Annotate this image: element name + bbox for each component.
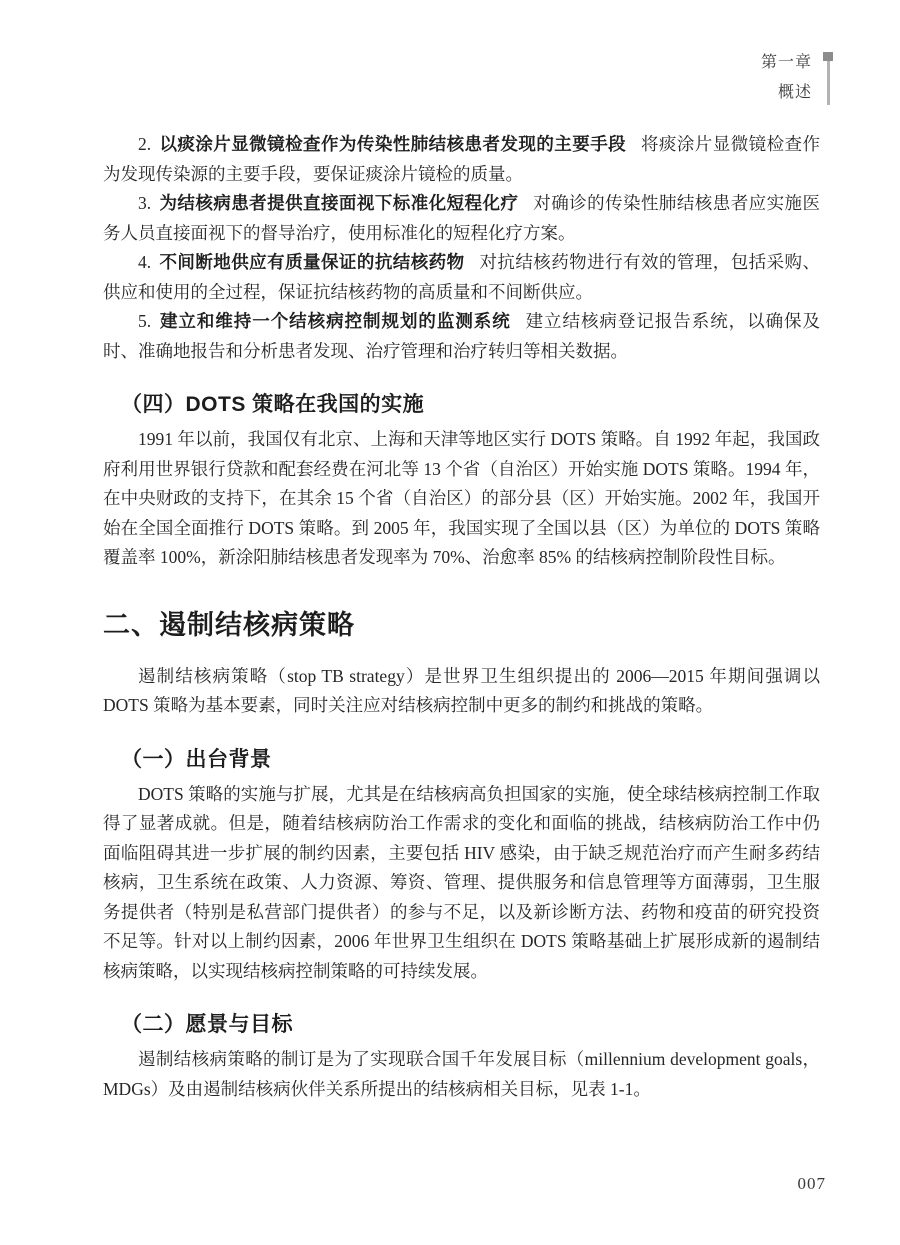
section-four-paragraph: 1991 年以前，我国仅有北京、上海和天津等地区实行 DOTS 策略。自 1992 年起，我国政府利用世界银行贷款和配套经费在河北等 13 个省（自治区）开始实施 DOTS 策略。1994 年，在中央财政的支持下，在其余 15 个省（自治区）的部分县（区）开始实施。2002 年，我国开始在全国全面推行 DOTS 策略。到 2005 年，我国实现了全国以县（区）为单位的 DOTS 策略覆盖率 100%，新涂阳肺结核患者发现率为 70%、治愈率 85% 的结核病控制阶段性目标。: [103, 429, 820, 567]
marker-line: [827, 61, 830, 105]
page-content: [103, 130, 820, 1104]
item-lead: 为结核病患者提供直接面视下标准化短程化疗: [159, 193, 519, 213]
heading-chapter-two: 二、遏制结核病策略: [103, 609, 355, 640]
item-number: 3.: [138, 193, 152, 213]
marker-square-icon: [823, 52, 833, 61]
running-header: [761, 48, 834, 108]
item-lead: 以痰涂片显微镜检查作为传染性肺结核患者发现的主要手段: [159, 134, 627, 154]
heading-section-four: （四）DOTS 策略在我国的实施: [121, 393, 425, 416]
heading-sub-one: （一）出台背景: [121, 747, 272, 771]
sub-two-paragraph: 遏制结核病策略的制订是为了实现联合国千年发展目标（millennium development goals，MDGs）及由遏制结核病伙伴关系所提出的结核病相关目标，见表 1-1。: [103, 1049, 820, 1099]
item-lead: 建立和维持一个结核病控制规划的监测系统: [159, 311, 511, 331]
chapter-label: 第一章: [760, 54, 812, 71]
chapter-two-intro: 遏制结核病策略（stop TB strategy）是世界卫生组织提出的 2006—2015 年期间强调以 DOTS 策略为基本要素，同时关注应对结核病控制中更多的制约和挑战的策略。: [103, 665, 820, 715]
item-body: 对抗结核药物进行有效的管理，包括采购、供应和使用的全过程，保证抗结核药物的高质量和不间断供应。: [103, 252, 820, 302]
running-header-text: [761, 48, 812, 108]
sub-one-paragraph: DOTS 策略的实施与扩展，尤其是在结核病高负担国家的实施，使全球结核病控制工作取得了显著成就。但是，随着结核病防治工作需求的变化和面临的挑战，结核病防治工作中仍面临阻碍其进一步扩展的制约因素，主要包括 HIV 感染，由于缺乏规范治疗而产生耐多药结核病，卫生系统在政策、人力资源、筹资、管理、提供服务和信息管理等方面薄弱，卫生服务提供者（特别是私营部门提供者）的参与不足，以及新诊断方法、药物和疫苗的研究投资不足等。针对以上制约因素，2006 年世界卫生组织在 DOTS 策略基础上扩展形成新的遏制结核病策略，以实现结核病控制策略的可持续发展。: [103, 783, 820, 981]
numbered-item-4: [103, 248, 820, 307]
numbered-item-5: [103, 307, 820, 366]
page-number: 007: [797, 1174, 826, 1193]
item-number: 5.: [138, 311, 152, 331]
item-body: 对确诊的传染性肺结核患者应实施医务人员直接面视下的督导治疗，使用标准化的短程化疗方案。: [103, 193, 820, 243]
item-number: 4.: [138, 252, 152, 272]
numbered-item-3: [103, 189, 820, 248]
item-number: 2.: [138, 134, 152, 154]
section-label: 概述: [777, 84, 812, 101]
item-lead: 不间断地供应有质量保证的抗结核药物: [159, 252, 465, 272]
numbered-item-2: [103, 130, 820, 189]
heading-sub-two: （二）愿景与目标: [121, 1013, 293, 1036]
item-body: 将痰涂片显微镜检查作为发现传染源的主要手段，要保证痰涂片镜检的质量。: [103, 134, 820, 184]
item-body: 建立结核病登记报告系统，以确保及时、准确地报告和分析患者发现、治疗管理和治疗转归等相关数据。: [103, 311, 821, 361]
chapter-marker: [822, 48, 834, 105]
